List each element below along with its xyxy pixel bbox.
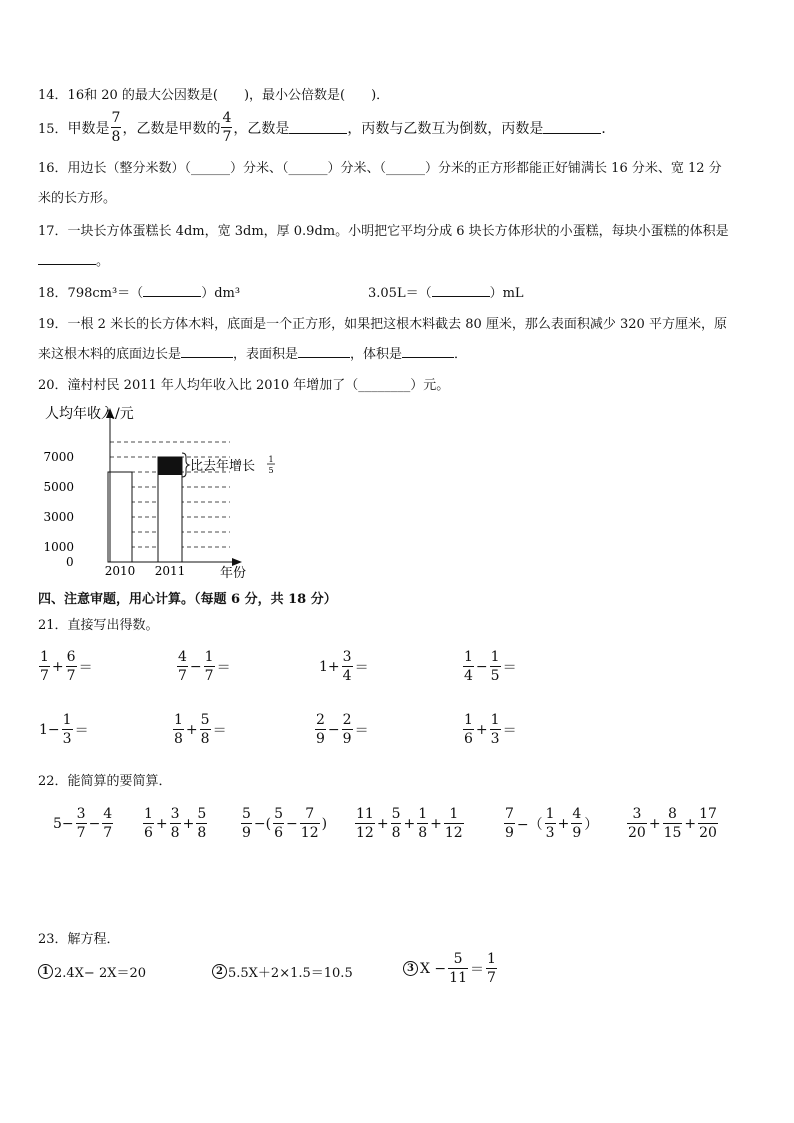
q21-item: $\frac{1}{7}$ + $\frac{6}{7}$ ＝ — [40, 649, 93, 684]
answer-blank[interactable] — [143, 284, 201, 297]
fraction: $\frac{7}{8}$ — [111, 110, 121, 145]
q21-item: $\frac{1}{8}$ + $\frac{5}{8}$ ＝ — [174, 712, 227, 747]
q17-line-2 — [38, 250, 109, 269]
q17-tail: 。 — [96, 254, 110, 269]
answer-blank[interactable] — [289, 121, 347, 134]
q22-expression: $\frac{3}{20}$ + $\frac{8}{15}$ + $\frac{17}{20}$ — [628, 806, 717, 841]
q21-item: 1− $\frac{1}{3}$ ＝ — [39, 712, 89, 747]
x-axis-arrow — [232, 558, 242, 566]
q22-expression: $\frac{1}{6}$ + $\frac{3}{8}$ + $\frac{5}{8}$ — [144, 806, 207, 841]
q19-line-1: 19．一根 2 米长的长方体木料，底面是一个正方形，如果把这根木料截去 80 厘米，那么表面积减少 320 平方厘米，原 — [38, 317, 727, 332]
q14-number: 14． — [38, 88, 68, 103]
circled-number: 3 — [403, 961, 418, 976]
circled-number: 2 — [212, 964, 227, 979]
q21-item: $\frac{1}{4}$ − $\frac{1}{5}$ ＝ — [464, 649, 517, 684]
q22-title: 22．能简算的要简算． — [38, 774, 172, 789]
y-tick-label: 5000 — [43, 480, 74, 494]
q21-title: 21．直接写出得数。 — [38, 618, 159, 633]
annotation-text: 比去年增长 — [190, 459, 256, 474]
q21-item: $\frac{4}{7}$ − $\frac{1}{7}$ ＝ — [178, 649, 231, 684]
x-tick-label: 2011 — [154, 564, 186, 578]
circled-number: 1 — [38, 964, 53, 979]
answer-blank[interactable] — [298, 345, 350, 358]
q15-text-2: ，乙数是甲数的 — [122, 120, 221, 137]
q18-right-a: 3.05L＝（ — [368, 286, 432, 301]
annotation-frac-denominator: 5 — [268, 466, 274, 475]
answer-blank[interactable] — [402, 345, 454, 358]
q23-equation-2: 2 5.5X＋2×1.5＝10.5 — [212, 962, 353, 981]
question-14 — [38, 84, 389, 103]
q18-left — [38, 282, 240, 301]
y-axis-label: 人均年收入/元 — [45, 406, 134, 422]
q17-line-1: 17．一块长方体蛋糕长 4dm，宽 3dm，厚 0.9dm。小明把它平均分成 6 块长方体形状的小蛋糕，每块小蛋糕的体积是 — [38, 224, 729, 239]
q15-text-3: ，乙数是 — [233, 120, 290, 137]
q20-text: 20．潼村村民 2011 年人均年收入比 2010 年增加了（________）元。 — [38, 378, 450, 393]
q21-item: $\frac{1}{6}$ + $\frac{1}{3}$ ＝ — [464, 712, 517, 747]
y-tick-label: 1000 — [43, 540, 74, 554]
answer-blank[interactable] — [38, 252, 96, 265]
increase-segment — [158, 457, 182, 475]
fraction: $\frac{4}{7}$ — [222, 110, 232, 145]
q22-expression: $\frac{5}{9}$ −( $\frac{5}{6}$ − $\frac{7}{12}$ ) — [242, 806, 328, 841]
question-15 — [38, 111, 615, 144]
q23-equation-1: 1 2.4X− 2X＝20 — [38, 962, 146, 981]
y-tick-label: 0 — [66, 555, 74, 569]
q15-text-5: ． — [601, 120, 616, 137]
y-tick-label: 3000 — [43, 510, 74, 524]
annotation-frac-numerator: 1 — [268, 455, 274, 464]
q23-title: 23．解方程． — [38, 932, 120, 947]
q15-text-4: ，丙数与乙数互为倒数，丙数是 — [347, 120, 544, 137]
q19-line-2: 来这根木料的底面边长是 ，表面积是 ，体积是 ． — [38, 347, 468, 362]
q18-left-a: 18．798cm³＝（ — [38, 286, 144, 301]
x-axis-label: 年份 — [220, 566, 247, 581]
q15-text-1: 甲数是 — [67, 120, 110, 137]
answer-blank[interactable] — [432, 284, 490, 297]
income-bar-chart — [40, 400, 300, 585]
q21-item: $\frac{2}{9}$ − $\frac{2}{9}$ ＝ — [316, 712, 369, 747]
x-tick-label: 2010 — [104, 564, 136, 578]
q22-expression: $\frac{11}{12}$ + $\frac{5}{8}$ + $\frac{1}{8}$ + $\frac{1}{12}$ — [356, 806, 463, 841]
y-tick-label: 7000 — [43, 450, 74, 464]
q22-expression: $\frac{7}{9}$ −（ $\frac{1}{3}$ + $\frac{4}{9}$ ） — [505, 806, 599, 841]
q22-expression: 5− $\frac{3}{7}$ − $\frac{4}{7}$ — [53, 806, 113, 841]
q21-item: 1+ $\frac{3}{4}$ ＝ — [319, 649, 369, 684]
q14-text: 16和 20 的最大公因数是( )，最小公倍数是( )． — [67, 88, 390, 103]
answer-blank[interactable] — [181, 345, 233, 358]
bar-2010 — [108, 472, 132, 562]
q16-line-2: 米的长方形。 — [38, 191, 117, 206]
q16-line-1: 16．用边长（整分米数）（______）分米、（______）分米、（______）分米的正方形都能正好铺满长 16 分米、宽 12 分 — [38, 161, 722, 176]
q18-right — [368, 282, 524, 301]
section-4-title: 四、注意审题，用心计算。（每题 6 分，共 18 分） — [38, 592, 337, 607]
q18-left-b: ）dm³ — [201, 286, 241, 301]
answer-blank[interactable] — [543, 121, 601, 134]
q18-right-b: ）mL — [489, 286, 524, 301]
q15-number: 15． — [38, 122, 68, 137]
q23-equation-3: 3 X − $\frac{5}{11}$ ＝ $\frac{1}{7}$ — [403, 952, 498, 985]
